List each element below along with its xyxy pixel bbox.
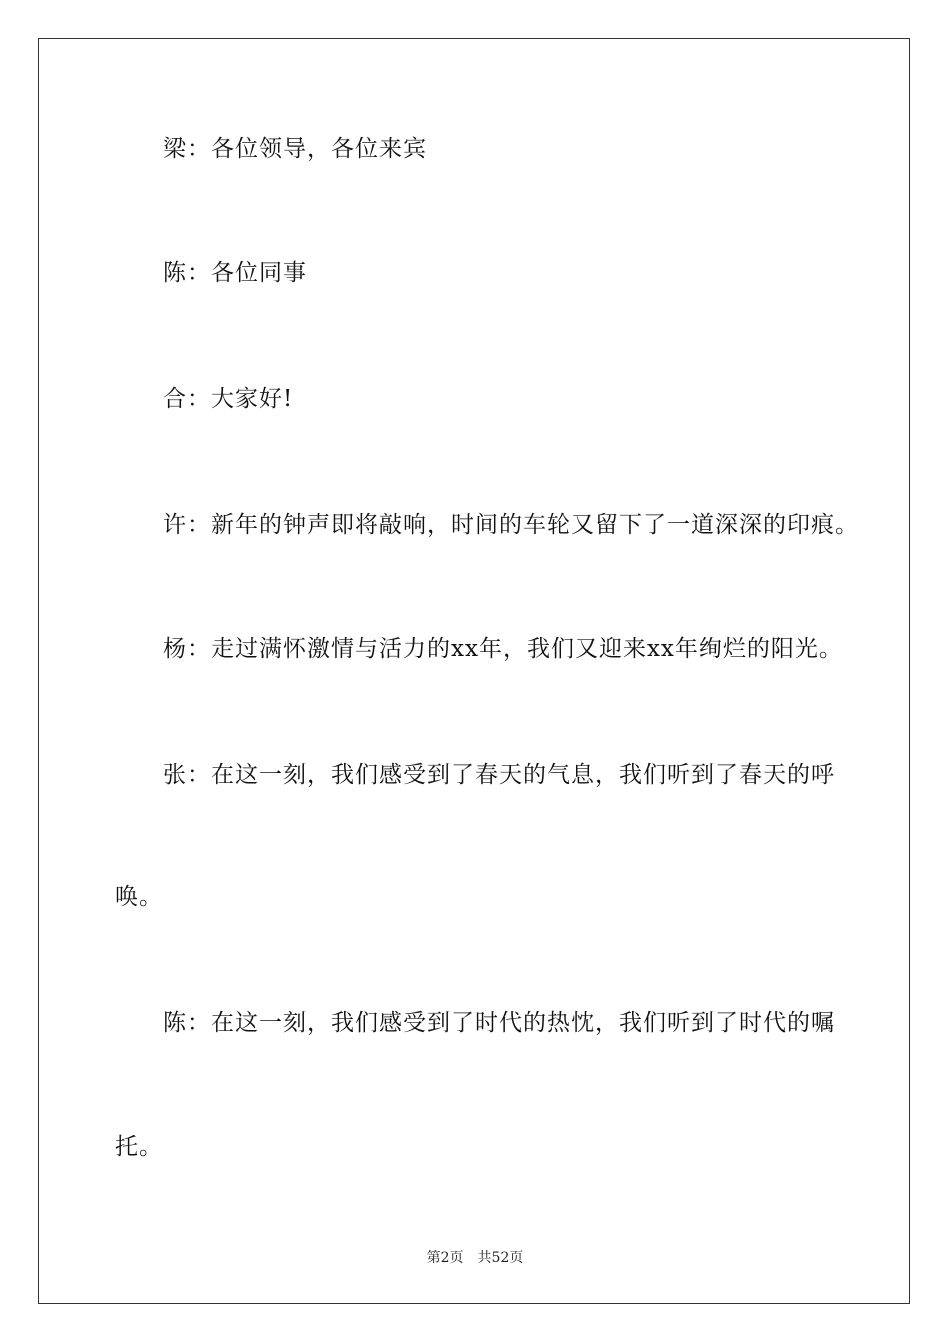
paragraph-line: 唤。 <box>115 884 163 910</box>
paragraph-line: 张：在这一刻，我们感受到了春天的气息，我们听到了春天的呼 <box>163 762 835 788</box>
paragraph-line: 许：新年的钟声即将敲响，时间的车轮又留下了一道深深的印痕。 <box>163 512 859 538</box>
page-border <box>38 38 910 1304</box>
paragraph-line: 杨：走过满怀激情与活力的xx年，我们又迎来xx年绚烂的阳光。 <box>163 636 843 662</box>
paragraph-line: 托。 <box>115 1134 163 1160</box>
paragraph-line: 合：大家好! <box>163 386 294 412</box>
page-footer <box>0 1247 950 1267</box>
paragraph-line: 梁：各位领导，各位来宾 <box>163 136 427 162</box>
page-number: 第2页 <box>426 1250 464 1266</box>
paragraph-line: 陈：在这一刻，我们感受到了时代的热忱，我们听到了时代的嘱 <box>163 1010 835 1036</box>
paragraph-line: 陈：各位同事 <box>163 260 307 286</box>
page-total: 共52页 <box>477 1250 524 1266</box>
